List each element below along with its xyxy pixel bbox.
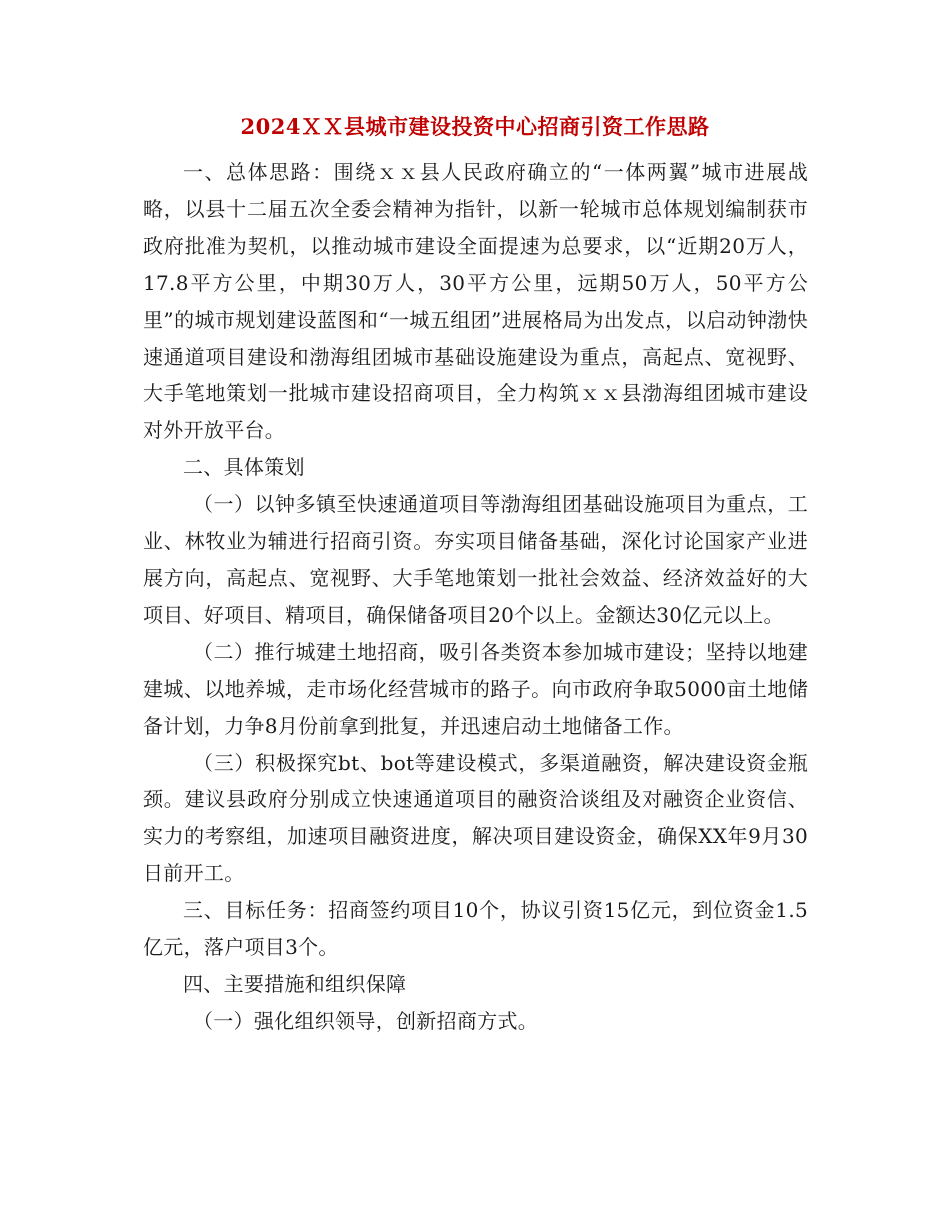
- paragraph-planning-item-2: （二）推行城建土地招商，吸引各类资本参加城市建设；坚持以地建建城、以地养城，走市场化经营城市的路子。向市政府争取5000亩土地储备计划，力争8月份前拿到批复，并迅速启动土地储备工作。: [143, 639, 808, 738]
- paragraph-measure-item-1: （一）强化组织领导，创新招商方式。: [193, 1008, 539, 1033]
- heading-main-measures: 四、主要措施和组织保障: [183, 971, 407, 996]
- paragraph-overall-approach: 一、总体思路：围绕ｘｘ县人民政府确立的“一体两翼”城市进展战略，以县十二届五次全委会精神为指针，以新一轮城市总体规划编制获市政府批准为契机，以推动城市建设全面提速为总要求，以“近期20万人，17.8平方公里，中期30万人，30平方公里，远期50万人，50平方公里”的城市规划建设蓝图和“一城五组团”进展格局为出发点，以启动钟渤快速通道项目建设和渤海组团城市基础设施建设为重点，高起点、宽视野、大手笔地策划一批城市建设招商项目，全力构筑ｘｘ县渤海组团城市建设对外开放平台。: [143, 160, 808, 443]
- heading-specific-planning: 二、具体策划: [183, 455, 305, 480]
- paragraph-planning-item-1: （一）以钟多镇至快速通道项目等渤海组团基础设施项目为重点，工业、林牧业为辅进行招商引资。夯实项目储备基础，深化讨论国家产业进展方向，高起点、宽视野、大手笔地策划一批社会效益、经济效益好的大项目、好项目、精项目，确保储备项目20个以上。金额达30亿元以上。: [143, 492, 808, 627]
- paragraph-planning-item-3: （三）积极探究bt、bot等建设模式，多渠道融资，解决建设资金瓶颈。建议县政府分别成立快速通道项目的融资洽谈组及对融资企业资信、实力的考察组，加速项目融资进度，解决项目建设资金，确保XX年9月30日前开工。: [143, 750, 808, 886]
- document-title: 2024ＸＸ县城市建设投资中心招商引资工作思路: [240, 114, 710, 139]
- document-body: [143, 154, 808, 1040]
- paragraph-target-tasks: 三、目标任务：招商签约项目10个，协议引资15亿元，到位资金1.5亿元，落户项目3个。: [143, 898, 808, 960]
